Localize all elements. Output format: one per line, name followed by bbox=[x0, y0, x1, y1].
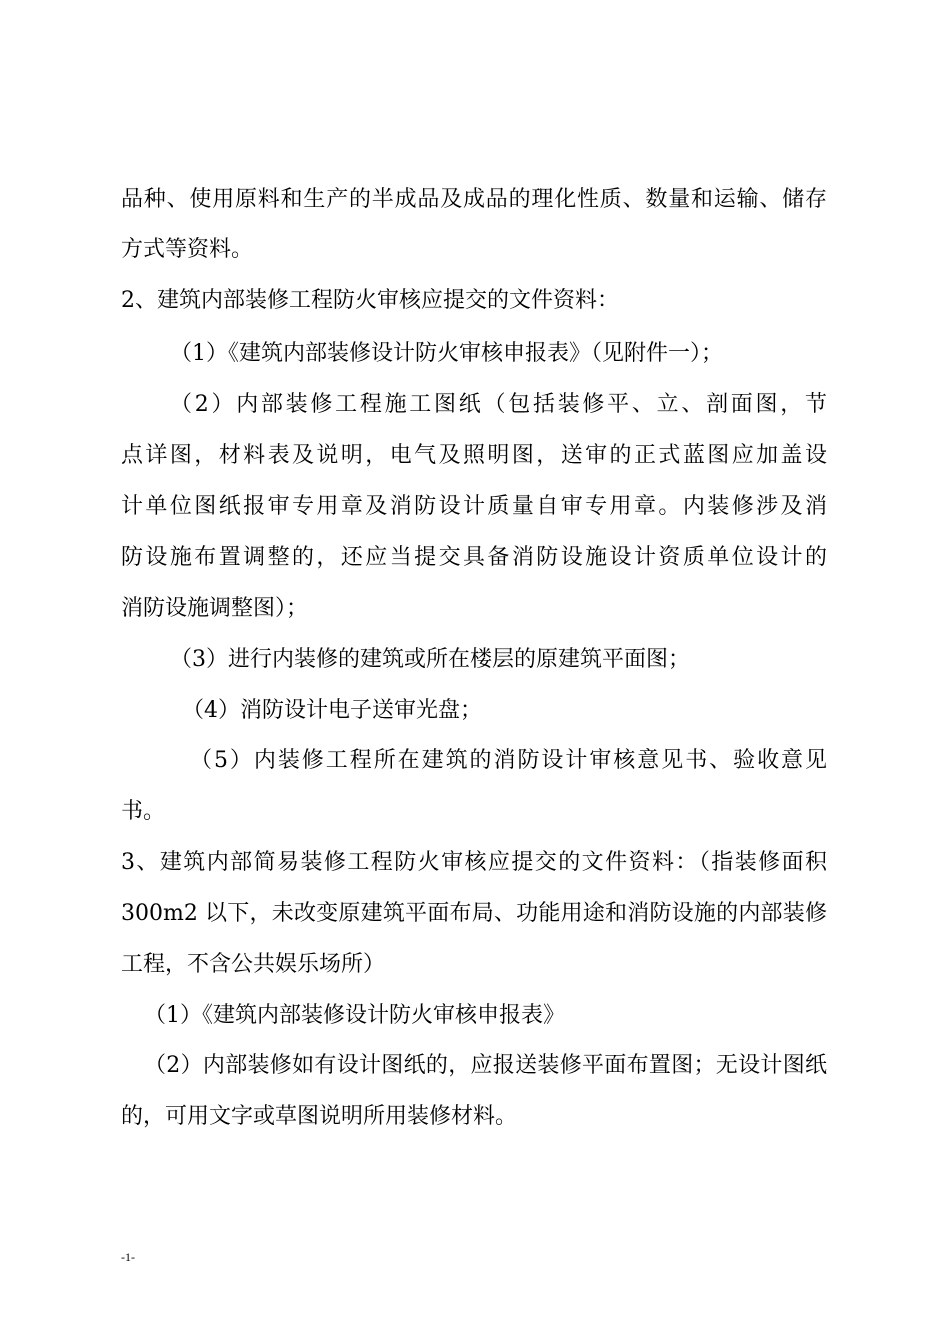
list-item-2-5: （5）内装修工程所在建筑的消防设计审核意见书、验收意见 bbox=[190, 748, 827, 773]
list-item-3-1: （1）《建筑内部装修设计防火审核申报表》 bbox=[144, 1003, 565, 1028]
paragraph-line: 品种、使用原料和生产的半成品及成品的理化性质、数量和运输、储存 bbox=[121, 187, 827, 212]
paragraph-line: 的，可用文字或草图说明所用装修材料。 bbox=[121, 1104, 518, 1129]
paragraph-line: 书。 bbox=[121, 799, 166, 824]
paragraph-line: 300m2 以下，未改变原建筑平面布局、功能用途和消防设施的内部装修 bbox=[121, 901, 827, 926]
list-item-2-3: （3）进行内装修的建筑或所在楼层的原建筑平面图； bbox=[170, 647, 690, 672]
list-item-2-1: （1）《建筑内部装修设计防火审核申报表》（见附件一）； bbox=[170, 341, 723, 366]
paragraph-line: 消防设施调整图）； bbox=[121, 596, 309, 621]
page-number: -1- bbox=[121, 1250, 135, 1264]
section-heading-2: 2、建筑内部装修工程防火审核应提交的文件资料： bbox=[121, 288, 619, 313]
section-heading-3: 3、建筑内部简易装修工程防火审核应提交的文件资料：（指装修面积 bbox=[121, 850, 827, 875]
paragraph-line: 方式等资料。 bbox=[121, 237, 254, 262]
list-item-3-2: （2）内部装修如有设计图纸的，应报送装修平面布置图；无设计图纸 bbox=[144, 1053, 827, 1078]
paragraph-line: 点详图，材料表及说明，电气及照明图，送审的正式蓝图应加盖设 bbox=[121, 443, 827, 468]
paragraph-line: 计单位图纸报审专用章及消防设计质量自审专用章。内装修涉及消 bbox=[121, 494, 827, 519]
paragraph-line: 工程，不含公共娱乐场所） bbox=[121, 952, 386, 977]
list-item-2-4: （4）消防设计电子送审光盘； bbox=[182, 698, 482, 723]
list-item-2-2: （2）内部装修工程施工图纸（包括装修平、立、剖面图，节 bbox=[170, 392, 827, 417]
paragraph-line: 防设施布置调整的，还应当提交具备消防设施设计资质单位设计的 bbox=[121, 545, 827, 570]
